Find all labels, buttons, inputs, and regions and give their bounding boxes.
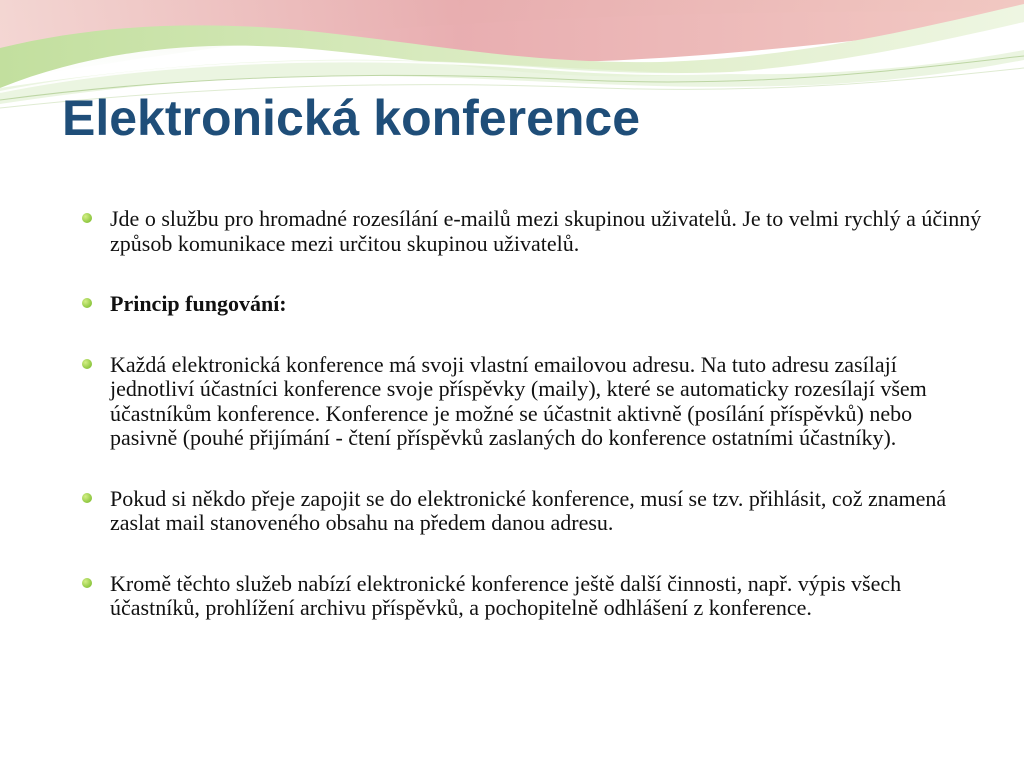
- bullet-dot-icon: [82, 493, 92, 503]
- bullet-text: Kromě těchto služeb nabízí elektronické konference ještě další činnosti, např. výpis všech účastníků, prohlížení archivu příspěvků, a pochopitelně odhlášení z konference.: [110, 570, 902, 620]
- bullet-text: Jde o službu pro hromadné rozesílání e-mailů mezi skupinou uživatelů. Je to velmi rychlý a účinný způsob komunikace mezi určitou skupinou uživatelů.: [110, 206, 982, 256]
- bullet-dot-icon: [82, 578, 92, 588]
- bullet-item: [82, 292, 982, 317]
- bullet-item: [82, 487, 982, 536]
- bullet-dot-icon: [82, 359, 92, 369]
- bullet-item: [82, 353, 982, 451]
- bullet-text-heading: Princip fungování:: [110, 291, 287, 316]
- bullet-dot-icon: [82, 213, 92, 223]
- bullet-item: [82, 207, 982, 256]
- bullet-dot-icon: [82, 298, 92, 308]
- bullet-item: [82, 572, 982, 621]
- bullet-text: Každá elektronická konference má svoji vlastní emailovou adresu. Na tuto adresu zasílají jednotliví účastníci konference svoje příspěvky (maily), které se automaticky rozesílají všem účastníkům konference. Konference je možné se účastnit aktivně (posílání příspěvků) nebo pasivně (pouhé přijímání - čtení příspěvků zaslaných do konference ostatními účastníky).: [110, 351, 927, 450]
- bullet-text: Pokud si někdo přeje zapojit se do elektronické konference, musí se tzv. přihlásit, což znamená zaslat mail stanoveného obsahu na předem danou adresu.: [110, 485, 947, 535]
- bullet-list: [82, 207, 982, 621]
- slide-title: Elektronická konference: [62, 90, 641, 146]
